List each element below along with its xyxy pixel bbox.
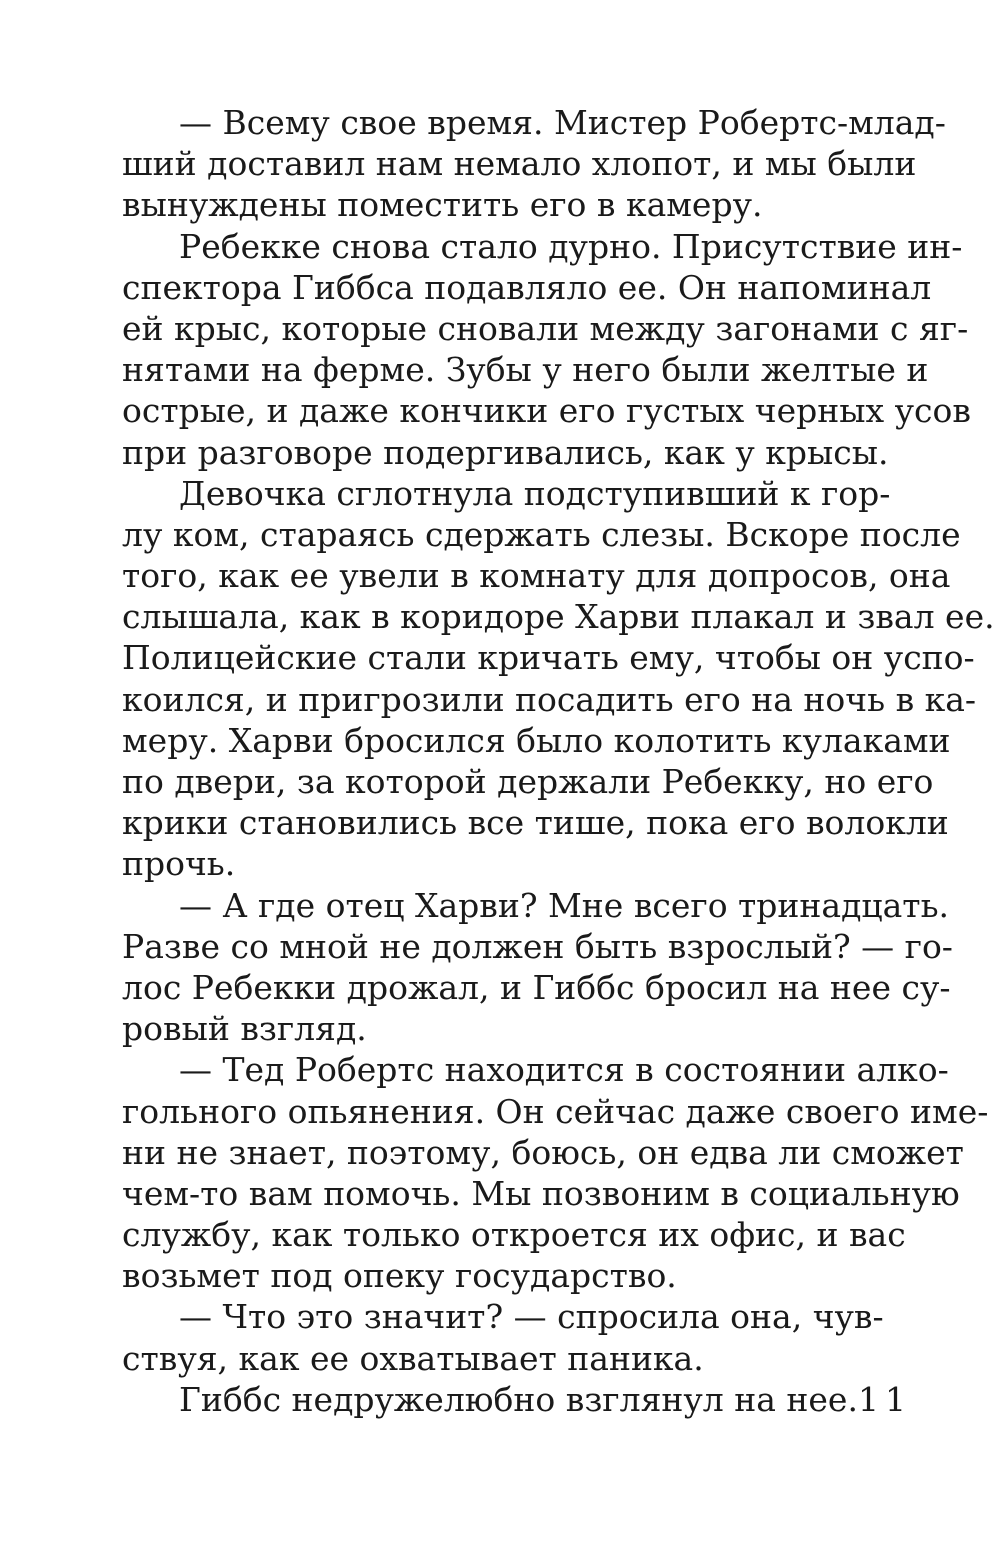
text-line: Ребекке снова стало дурно. Присутствие ин- bbox=[179, 226, 963, 266]
text-line: коился, и пригрозили посадить его на ночь в ка- bbox=[122, 679, 977, 719]
text-line: чем-то вам помочь. Мы позвоним в социальную bbox=[122, 1173, 960, 1213]
text-line: ей крыс, которые сновали между загонами с яг- bbox=[122, 308, 969, 348]
text-line: ровый взгляд. bbox=[122, 1009, 367, 1049]
text-line: ший доставил нам немало хлопот, и мы были bbox=[122, 144, 917, 184]
text-line: лу ком, стараясь сдержать слезы. Вскоре после bbox=[122, 514, 961, 554]
text-line: меру. Харви бросился было колотить кулаками bbox=[122, 720, 951, 760]
text-line: нятами на ферме. Зубы у него были желтые и bbox=[122, 350, 929, 390]
text-line: Полицейские стали кричать ему, чтобы он успо- bbox=[122, 638, 975, 678]
text-line: службу, как только откроется их офис, и вас bbox=[122, 1215, 906, 1255]
text-line: при разговоре подергивались, как у крысы. bbox=[122, 432, 889, 472]
final-text-line: Гиббс недружелюбно взглянул на нее. bbox=[179, 1379, 858, 1419]
text-line: спектора Гиббса подавляло ее. Он напоминал bbox=[122, 267, 932, 307]
text-line: — Тед Робертс находится в состоянии алко- bbox=[179, 1050, 949, 1090]
text-line: того, как ее увели в комнату для допросов, она bbox=[122, 556, 951, 596]
final-line-row bbox=[122, 1379, 912, 1420]
text-line: прочь. bbox=[122, 844, 236, 884]
text-line: вынуждены поместить его в камеру. bbox=[122, 185, 763, 225]
text-line: Девочка сглотнула подступивший к гор- bbox=[179, 473, 891, 513]
text-line: Разве со мной не должен быть взрослый? — го- bbox=[122, 926, 953, 966]
text-line: слышала, как в коридоре Харви плакал и звал ее. bbox=[122, 597, 995, 637]
text-line: острые, и даже кончики его густых черных усов bbox=[122, 391, 971, 431]
text-line: крики становились все тише, пока его волокли bbox=[122, 803, 949, 843]
text-line: — Всему свое время. Мистер Робертс-млад- bbox=[179, 103, 946, 142]
text-line: ни не знает, поэтому, боюсь, он едва ли сможет bbox=[122, 1132, 964, 1172]
body-text bbox=[122, 102, 995, 1420]
page-number: 11 bbox=[857, 1379, 912, 1419]
text-line: лос Ребекки дрожал, и Гиббс бросил на нее су- bbox=[122, 967, 951, 1007]
text-line: по двери, за которой держали Ребекку, но его bbox=[122, 762, 934, 801]
text-line: — Что это значит? — спросила она, чув- bbox=[179, 1297, 884, 1337]
text-line: возьмет под опеку государство. bbox=[122, 1256, 677, 1296]
text-line: ствуя, как ее охватывает паника. bbox=[122, 1338, 704, 1378]
text-line: — А где отец Харви? Мне всего тринадцать. bbox=[179, 885, 950, 925]
text-line: гольного опьянения. Он сейчас даже своего име- bbox=[122, 1091, 989, 1131]
